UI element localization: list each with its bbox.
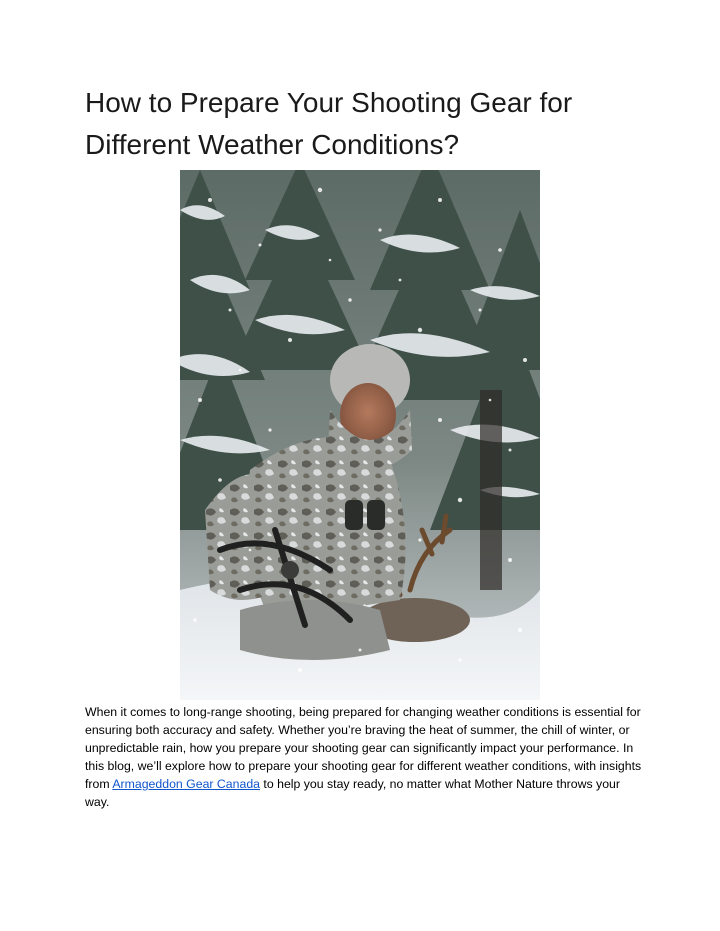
hunter-legs (240, 600, 390, 660)
hunter-in-snow-illustration (180, 170, 540, 700)
tree-trunk (480, 390, 502, 590)
bow-cam (281, 561, 299, 579)
armageddon-gear-canada-link[interactable]: Armageddon Gear Canada (112, 777, 261, 791)
intro-paragraph (85, 703, 645, 811)
hero-photo (180, 170, 540, 700)
page-title: How to Prepare Your Shooting Gear for Different Weather Conditions? (85, 87, 573, 160)
intro-text-start: When it comes to long-range shooting, being prepared for changing weather conditions is essential for ensuring both accuracy and safety. Whether you’re braving the heat of summer, the chill of winter, or unpredictable rain, how you prepare your shooting gear can significantly impact your performance. In this blog, we’ll explore how to prepare your shooting gear for different weather conditions, with insights from (85, 705, 642, 791)
intro-text-end: to help you stay ready, no matter what Mother Nature throws your way. (85, 777, 620, 809)
binoculars (345, 500, 363, 530)
